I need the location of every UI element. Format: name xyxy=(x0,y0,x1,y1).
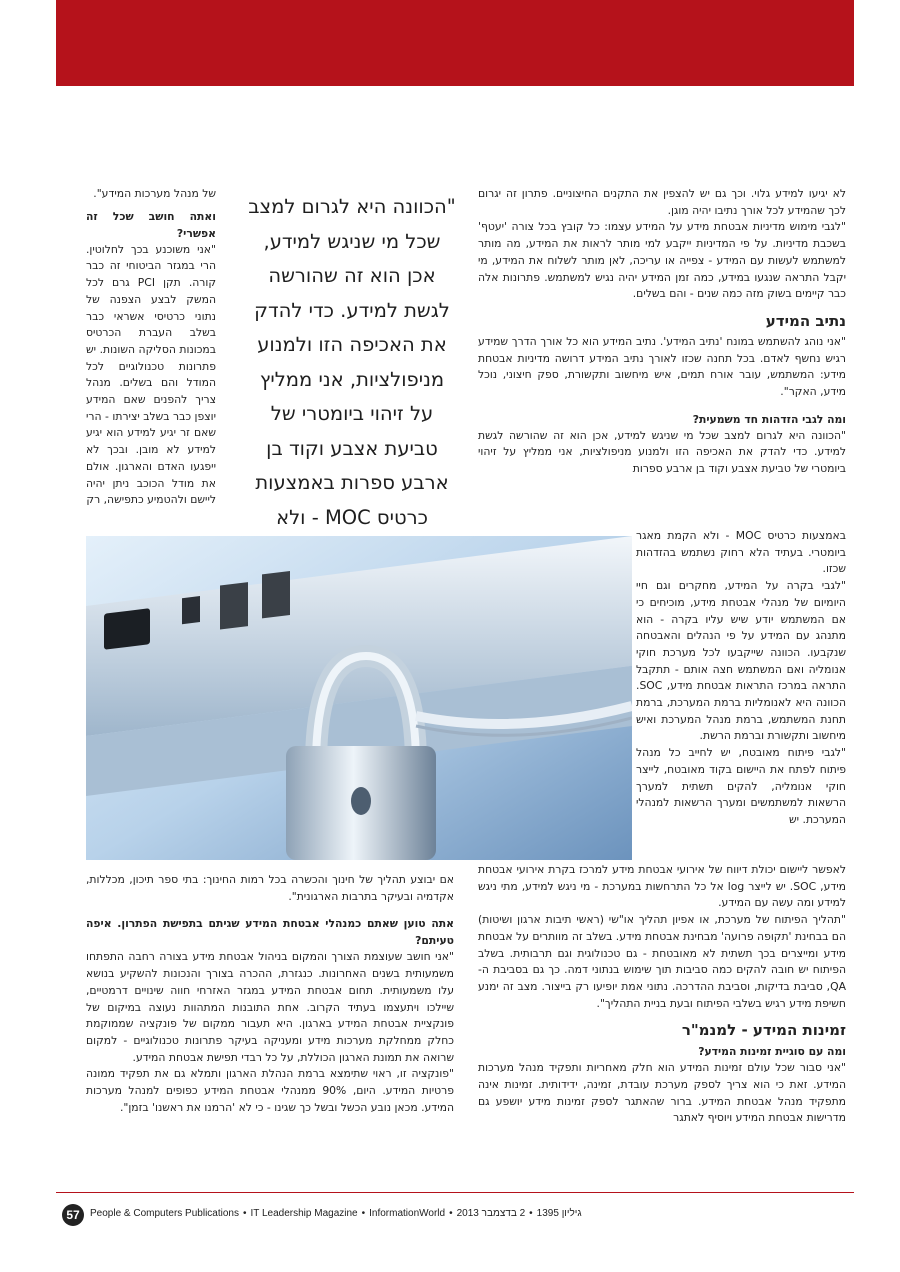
interview-question: ואתה חושב שכל זה אפשרי? xyxy=(86,209,216,240)
issue-date: 2 בדצמבר 2013 xyxy=(456,1208,526,1219)
page-number: 57 xyxy=(62,1204,84,1226)
publisher-name: People & Computers Publications xyxy=(90,1208,239,1219)
paragraph: באמצעות כרטיס MOC - ולא הקמת מאגר ביומטרי. בעתיד הלא רחוק נשתמש בהזדהות שכזו. xyxy=(636,529,846,576)
footer-credits xyxy=(90,1208,582,1219)
separator: • xyxy=(529,1208,533,1219)
header-color-bar xyxy=(56,0,854,86)
paragraph: "תהליך הפיתוח של מערכת, או אפיון תהליך או"שי (ראשי תיבות ארגון ושיטות) הם בבחינת 'תקופה פרועה' מבחינת אבטחת מידע. בשלב זה מוותרים על אבטחת מידע ומייצרים בכך תשתית לא מאובטחת - גם טכנולוגית וגם תרבותית. בשלב הפיתוח יש חובה להקים כמה סביבות תוך שימוש בנתוני דמה. כך גם בסביבת ה-QA, סביבת בדיקות, וסביבת ההדרכה. נתוני אמת יופיעו רק בייצור. מצב זה ימנע חשיפת מידע רגיש בשלבי הפיתוח ובעת בניית התהליך". xyxy=(478,913,846,1010)
article-right-column xyxy=(478,186,846,478)
magazine-name: IT Leadership Magazine xyxy=(250,1208,358,1219)
paragraph: "לגבי פיתוח מאובטח, יש לחייב כל מנהל פיתוח לפתח את היישום בקוד מאובטח, לייצר חוקי אנומליה, להקים תשתית למערך הרשאות למשתמשים ומערך הרשאות למנהלי המערכת. יש xyxy=(636,746,846,826)
article-left-bottom-column xyxy=(86,872,454,1116)
paragraph: "אני משוכנע בכך לחלוטין. הרי במגזר הביטוחי זה כבר קורה. תקן PCI גרם לכל המשק לבצע הצפנה של נתוני כרטיסי אשראי כבר בשלב העברת הכרטיס במכונות הסליקה השונות. יש פתרונות טכנולוגיים לכל המודל והם בשלים. מנהל צריך להפנים שאם המידע יוצפן כבר בשלב יצירתו - הרי שאם זר יגיע למידע הוא יגיע למידע לא מובן. ובכך לא ייפגעו האדם והארגון. אולם את מודל הכוכב ניתן יהיה ליישם ולהטמיע כתפישה, רק xyxy=(86,242,217,507)
paragraph: "לגבי בקרה על המידע, מחקרים וגם חיי היומיום של מנהלי אבטחת מידע, מוכיחים כי אם המשתמש יודע שיש עליו בקרה - הוא מתנהג עם המידע על פי הנהלים והאבטחה שנקבעו. הכוונה שייקבעו לכל מערכת חוקי אנומליה ואם המשתמש חצה אותם - תתקבל התראה במרכז התראות אבטחת מידע, SOC. הכוונה היא לאנומליות ברמת המערכת, ברמת תחנת המשתמש, ברמת מנהל המערכת ואיש מיחשוב ותקשורת וברמת הרשת. xyxy=(636,579,846,743)
paragraph: "הכוונה היא לגרום למצב שכל מי שניגש למידע, אכן הוא זה שהורשה לגשת למידע. כדי להדק את האכיפה הזו ולמנוע מניפולציות, אני ממליץ על זיהוי ביומטרי של טביעת אצבע וקוד בן ארבע ספרות xyxy=(478,428,846,476)
paragraph: "אני נוהג להשתמש במונח 'נתיב המידע'. נתיב המידע הוא כל אורך הדרך שמידע רגיש נחשף לאדם. בכל תחנה שכזו לאורך נתיב המידע דרושה מדיניות אבטחת מידע: המשתמש, עובר אורח תמים, איש מיחשוב ותקשורת, ספק חיצוני, נוכל מידע, האקר". xyxy=(478,334,846,399)
separator: • xyxy=(242,1208,247,1219)
paragraph: "אני חושב שעוצמת הצורך והמקום בניהול אבטחת מידע בצורה רחבה התפתחו משמעותית בשנים האחרונות. כנגזרת, ההכרה בצורך והנכונות להשקיע בנושא עלו משמעותית. תחום אבטחת המידע במגזר האזרחי חווה שינויים דרמטיים, שיילכו ויתעצמו בעתיד הקרוב. אחת התובנות המתהוות נעוצה במיקום של פונקציית אבטחת המידע בארגון. היא תעבור ממקום של פונקציה שממוקמת כחלק ממחלקת מערכות מידע ומעניקה בעיקר פתרונות טכנולוגיים - למקום שרואה את תמונת הארגון הכוללת, על כל רבדי תפישת אבטחת המידע. xyxy=(86,950,454,1064)
site-name: InformationWorld xyxy=(369,1208,446,1219)
pull-quote: "הכוונה היא לגרום למצב שכל מי שניגש למידע, אכן הוא זה שהורשה לגשת למידע. כדי להדק את האכיפה הזו ולמנוע מניפולציות, אני ממליץ על זיהוי ביומטרי של טביעת אצבע וקוד בן ארבע ספרות באמצעות כרטיס MOC - ולא xyxy=(248,195,456,529)
article-right-bottom-column xyxy=(478,862,846,1127)
separator: • xyxy=(361,1208,366,1219)
article-left-column xyxy=(86,186,216,509)
interview-question: ומה עם סוגיית זמינות המידע? xyxy=(698,1045,846,1059)
section-heading: זמינות המידע - למנמ"ר xyxy=(681,1021,846,1040)
section-heading: נתיב המידע xyxy=(765,311,846,330)
paragraph: "אני סבור שכל עולם זמינות המידע הוא חלק מאחריות ותפקיד מנהל מערכות המידע. זאת כי הוא צריך לספק מערכת עובדת, זמינה, ידידותית. זמינות אינה מתפקיד מנהל אבטחת המידע. ברור שהאתגר לספק זמינות מידע יושפע גם מדרישות אבטחת המידע ויוסיף לאתגר xyxy=(478,1061,846,1125)
paragraph: "לגבי מימוש מדיניות אבטחת מידע על המידע עצמו: כל קובץ בכל צורה 'יעטף' בשכבת מדיניות. על פי המדיניות ייקבע למי מותר לראות את המידע, מה מותר למשתמש לעשות עם המידע - צפייה או עריכה, לאן מותר לשלוח את המידע, מי יקבל התראה שנגעו במידע, כמה זמן המידע יהיה נגיש למשתמש. פתרונות אלה כבר קיימים בשוק מזה כמה שנים - והם בשלים. xyxy=(478,220,846,301)
article-right-wrap-column xyxy=(636,528,846,829)
paragraph: לא יגיעו למידע גלוי. וכך גם יש להצפין את התקנים החיצוניים. פתרון זה יגרום לכך שהמידע לכל אורך נתיבו יהיה מוגן. xyxy=(478,187,846,217)
interview-question: אתה טוען שאתם כמנהלי אבטחת המידע שגיתם בתפישת הפתרון. איפה טעיתם? xyxy=(86,917,454,948)
footer-rule xyxy=(56,1192,854,1193)
issue-number: גיליון 1395 xyxy=(536,1208,582,1219)
laptop-padlock-photo xyxy=(86,536,632,860)
page-footer xyxy=(62,1204,862,1228)
paragraph: אם יבוצע תהליך של חינוך והכשרה בכל רמות החינוך: בתי ספר תיכון, מכללות, אקדמיה ובעיקר בתרבות הארגונית". xyxy=(86,873,454,903)
interview-question: ומה לגבי הזדהות חד משמעית? xyxy=(692,412,846,426)
paragraph: "פונקציה זו, ראוי שתימצא ברמת הנהלת הארגון ותמלא גם את תפקיד ממונה פרטיות המידע. היום, 90% ממנהלי אבטחת המידע כפופים למנהל מערכות המידע. מכאן נובע הכשל ובשל כך שגינו - כי לא 'הרמנו את ראשנו' בזמן". xyxy=(86,1067,455,1114)
paragraph: של מנהל מערכות המידע". xyxy=(93,187,216,200)
separator: • xyxy=(449,1208,453,1219)
paragraph: לאפשר ליישום יכולת דיווח של אירועי אבטחת מידע למרכז בקרת אירועי אבטחת מידע, SOC. יש לייצר log אל כל התרחשות במערכת - מי ניגש למידע, מתי ניגש למידע ומה עשה עם המידע. xyxy=(478,863,847,910)
